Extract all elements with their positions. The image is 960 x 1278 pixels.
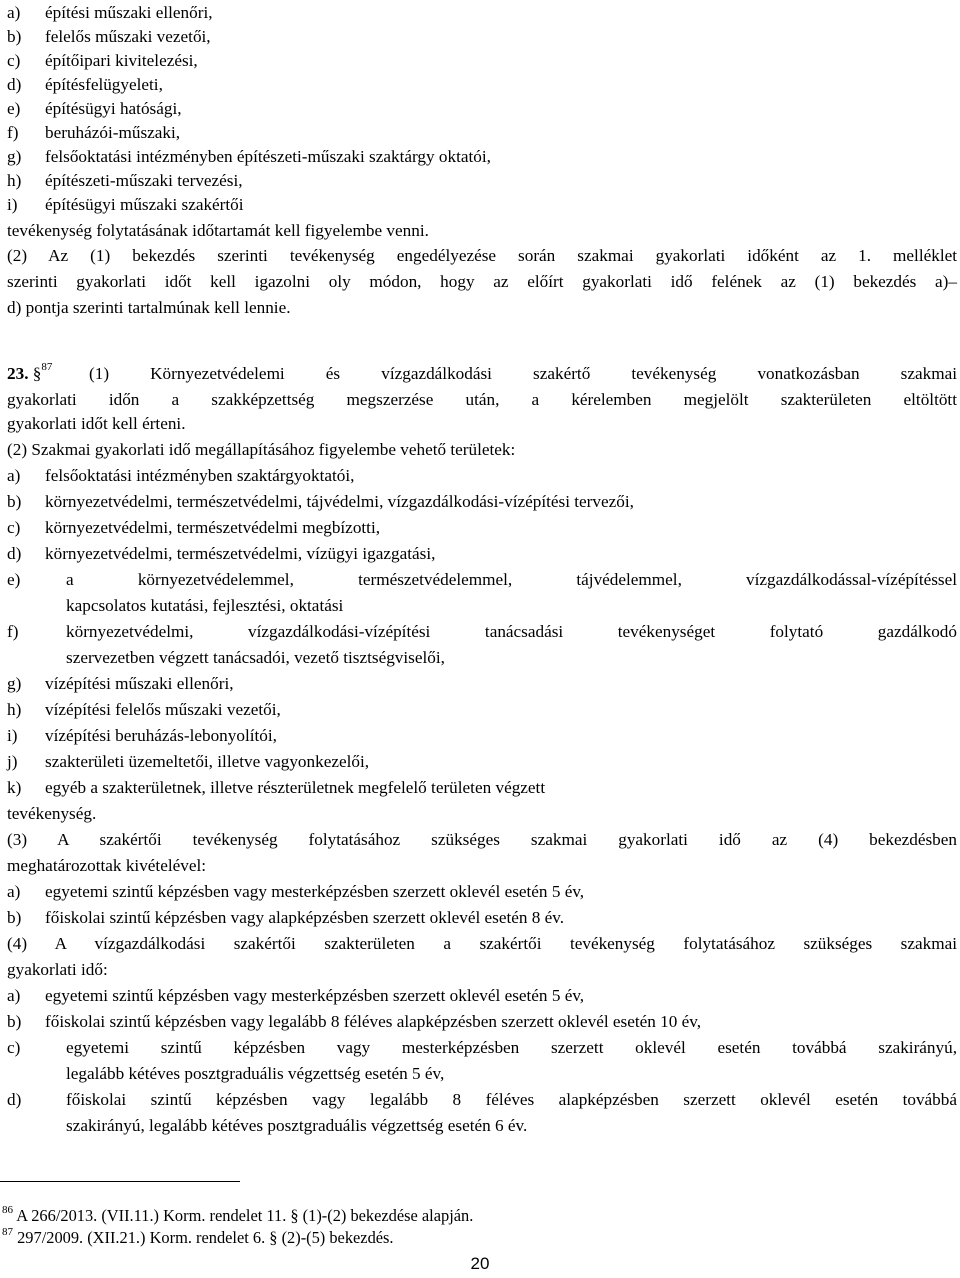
list-closing: tevékenység folytatásának időtartamát kell figyelembe venni. xyxy=(7,221,429,240)
list-item-label: d) xyxy=(7,1090,22,1109)
list-item-text: legalább kétéves posztgraduális végzettség esetén 5 év, xyxy=(66,1064,445,1083)
section-sign: § xyxy=(32,364,42,383)
list-item: f) beruházói-műszaki, xyxy=(7,123,181,142)
list-item: a) építési műszaki ellenőri, xyxy=(7,3,213,22)
list-item-label: f) xyxy=(7,622,19,641)
list-item: e) építésügyi hatósági, xyxy=(7,99,182,118)
footnote-separator xyxy=(0,1181,240,1182)
list-item: a) felsőoktatási intézményben szaktárgyoktatói, xyxy=(7,466,355,485)
list-item: c) környezetvédelmi, természetvédelmi megbízotti, xyxy=(7,518,381,537)
list-item: a) egyetemi szintű képzésben vagy mesterképzésben szerzett oklevél esetén 5 év, xyxy=(7,882,585,901)
list-item: i) vízépítési beruházás-lebonyolítói, xyxy=(7,726,277,745)
list-item: b) környezetvédelmi, természetvédelmi, tájvédelmi, vízgazdálkodási-vízépítési tervezői, xyxy=(7,492,634,511)
list-item-text: szervezetben végzett tanácsadói, vezető tisztségviselői, xyxy=(66,648,445,667)
paragraph-line: (2) Szakmai gyakorlati idő megállapításához figyelembe vehető területek: xyxy=(7,440,516,459)
list-item: h) építészeti-műszaki tervezési, xyxy=(7,171,243,190)
list-item: g) vízépítési műszaki ellenőri, xyxy=(7,674,234,693)
list-item: d) építésfelügyeleti, xyxy=(7,75,163,94)
footnote-ref: 87 xyxy=(41,361,53,374)
footnote: $^{87}$ 297/2009. (XII.21.) Korm. rendelet 6. § (2)-(5) bekezdés. xyxy=(2,1225,394,1247)
list-item: b) főiskolai szintű képzésben vagy legalább 8 féléves alapképzésben szerzett oklevél esetén 10 év, xyxy=(7,1012,702,1031)
list-item-text: a környezetvédelemmel, természetvédelemmel, tájvédelemmel, vízgazdálkodással-vízépítéssel xyxy=(66,570,957,589)
list-item-text: környezetvédelmi, vízgazdálkodási-vízépítési tanácsadási tevékenységet folytató gazdálkodó xyxy=(66,622,957,641)
paragraph-line: gyakorlati időt kell érteni. xyxy=(7,414,186,433)
list-item-text: főiskolai szintű képzésben vagy legalább 8 féléves alapképzésben szerzett oklevél esetén továbbá xyxy=(66,1090,957,1109)
list-item-text: egyetemi szintű képzésben vagy mesterképzésben szerzett oklevél esetén továbbá szakirányú, xyxy=(66,1038,957,1057)
paragraph-line: gyakorlati idő: xyxy=(7,960,108,979)
list-item: b) főiskolai szintű képzésben vagy alapképzésben szerzett oklevél esetén 8 év. xyxy=(7,908,565,927)
section-number: 23. xyxy=(7,364,29,383)
list-item-label: e) xyxy=(7,570,21,589)
list-item-text: szakirányú, legalább kétéves posztgraduális végzettség esetén 6 év. xyxy=(66,1116,528,1135)
list-closing: tevékenység. xyxy=(7,804,97,823)
paragraph-line: d) pontja szerinti tartalmúnak kell lennie. xyxy=(7,298,291,317)
paragraph-line: (4) A vízgazdálkodási szakértői szakterületen a szakértői tevékenység folytatásához szükséges szakmai xyxy=(7,934,957,953)
paragraph-line: meghatározottak kivételével: xyxy=(7,856,206,875)
paragraph-line: (2) Az (1) bekezdés szerinti tevékenység engedélyezése során szakmai gyakorlati időként az 1. melléklet xyxy=(7,246,957,265)
list-item: k) egyéb a szakterületnek, illetve részterületnek megfelelő területen végzett xyxy=(7,778,546,797)
paragraph-line: (3) A szakértői tevékenység folytatásához szükséges szakmai gyakorlati idő az (4) bekezdésben xyxy=(7,830,957,849)
list-item: j) szakterületi üzemeltetői, illetve vagyonkezelői, xyxy=(7,752,370,771)
list-item-label: c) xyxy=(7,1038,21,1057)
page-number: 20 xyxy=(470,1254,490,1273)
paragraph-line: (1) Környezetvédelemi és vízgazdálkodási szakértő tevékenység vonatkozásban szakmai xyxy=(89,364,957,383)
paragraph-line: szerinti gyakorlati időt kell igazolni oly módon, hogy az előírt gyakorlati idő felének az (1) bekezdés a)– xyxy=(7,272,957,291)
list-item: d) környezetvédelmi, természetvédelmi, vízügyi igazgatási, xyxy=(7,544,436,563)
paragraph-line: gyakorlati időn a szakképzettség megszerzése után, a kérelemben megjelölt szakterületen eltöltött xyxy=(7,390,957,409)
list-item: a) egyetemi szintű képzésben vagy mesterképzésben szerzett oklevél esetén 5 év, xyxy=(7,986,585,1005)
footnote: $^{86}$ A 266/2013. (VII.11.) Korm. rendelet 11. § (1)-(2) bekezdése alapján. xyxy=(2,1203,474,1225)
list-item: g) felsőoktatási intézményben építészeti-műszaki szaktárgy oktatói, xyxy=(7,147,491,166)
list-item: b) felelős műszaki vezetői, xyxy=(7,27,211,46)
list-item-text: kapcsolatos kutatási, fejlesztési, oktatási xyxy=(66,596,344,615)
list-item: i) építésügyi műszaki szakértői xyxy=(7,195,244,214)
list-item: h) vízépítési felelős műszaki vezetői, xyxy=(7,700,281,719)
list-item: c) építőipari kivitelezési, xyxy=(7,51,198,70)
